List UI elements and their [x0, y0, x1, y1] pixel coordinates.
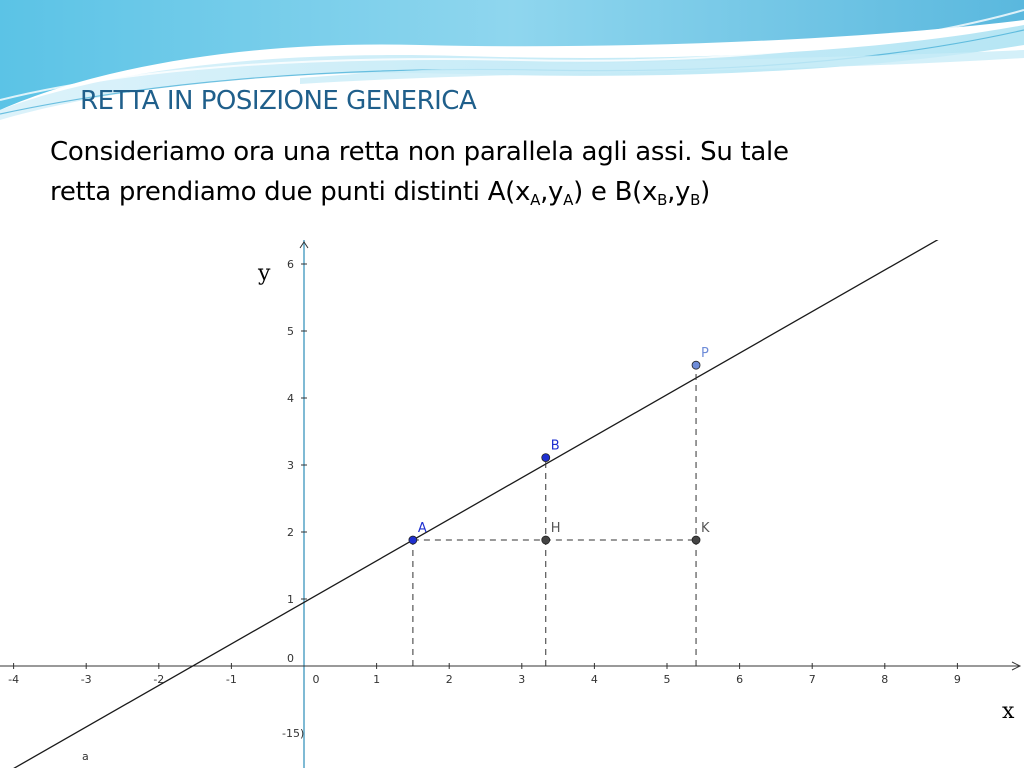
subscript-B2: B	[690, 191, 701, 209]
point-label-B: B	[550, 438, 560, 454]
point-label-P: P	[701, 346, 709, 362]
y-axis-label: y	[258, 261, 271, 286]
body-line-2-close: )	[700, 177, 710, 207]
point-label-K: K	[701, 521, 710, 537]
x-axis-label: x	[1002, 699, 1015, 724]
body-line-1: Consideriamo ora una retta non parallela agli assi. Su tale	[50, 137, 789, 167]
line-a	[0, 240, 1024, 768]
x-tick-label: 7	[808, 673, 816, 686]
point-A	[409, 536, 417, 544]
cartesian-graph	[0, 240, 1024, 768]
point-B	[542, 454, 550, 462]
point-label-H: H	[550, 521, 561, 537]
x-tick-label: 4	[590, 673, 598, 686]
comma-1: ,y	[540, 177, 564, 207]
x-tick-label: -3	[80, 673, 92, 686]
point-P	[692, 361, 700, 369]
x-tick-label: -2	[153, 673, 165, 686]
x-tick-label: 8	[881, 673, 889, 686]
y-tick-label: 2	[287, 526, 294, 539]
y-tick-label-negative: -15)	[282, 727, 305, 740]
subscript-B1: B	[657, 191, 668, 209]
x-tick-label: 3	[518, 673, 526, 686]
y-tick-label: 4	[287, 392, 294, 405]
x-tick-label: 9	[953, 673, 961, 686]
point-K	[692, 536, 700, 544]
x-tick-label: 1	[373, 673, 381, 686]
x-tick-label: 2	[445, 673, 453, 686]
body-line-2	[50, 172, 1010, 212]
y-tick-label-zero: 0	[287, 652, 294, 665]
body-line-2-mid: ) e B(x	[573, 177, 658, 207]
line-label-a: a	[82, 750, 89, 763]
x-tick-label: 0	[312, 673, 320, 686]
y-tick-label: 1	[287, 593, 294, 606]
slide-body-text	[50, 132, 1010, 212]
y-tick-label: 5	[287, 325, 294, 338]
slide-title: RETTA IN POSIZIONE GENERICA	[80, 86, 477, 116]
y-tick-label: 3	[287, 459, 294, 472]
comma-2: ,y	[667, 177, 691, 207]
x-tick-label: -1	[225, 673, 237, 686]
x-tick-label: -4	[8, 673, 20, 686]
x-tick-label: 5	[663, 673, 671, 686]
subscript-A1: A	[530, 191, 541, 209]
y-tick-label: 6	[287, 258, 294, 271]
point-H	[542, 536, 550, 544]
body-line-2-prefix: retta prendiamo due punti distinti A(x	[50, 177, 531, 207]
subscript-A2: A	[563, 191, 574, 209]
point-label-A: A	[417, 521, 427, 537]
x-tick-label: 6	[736, 673, 744, 686]
